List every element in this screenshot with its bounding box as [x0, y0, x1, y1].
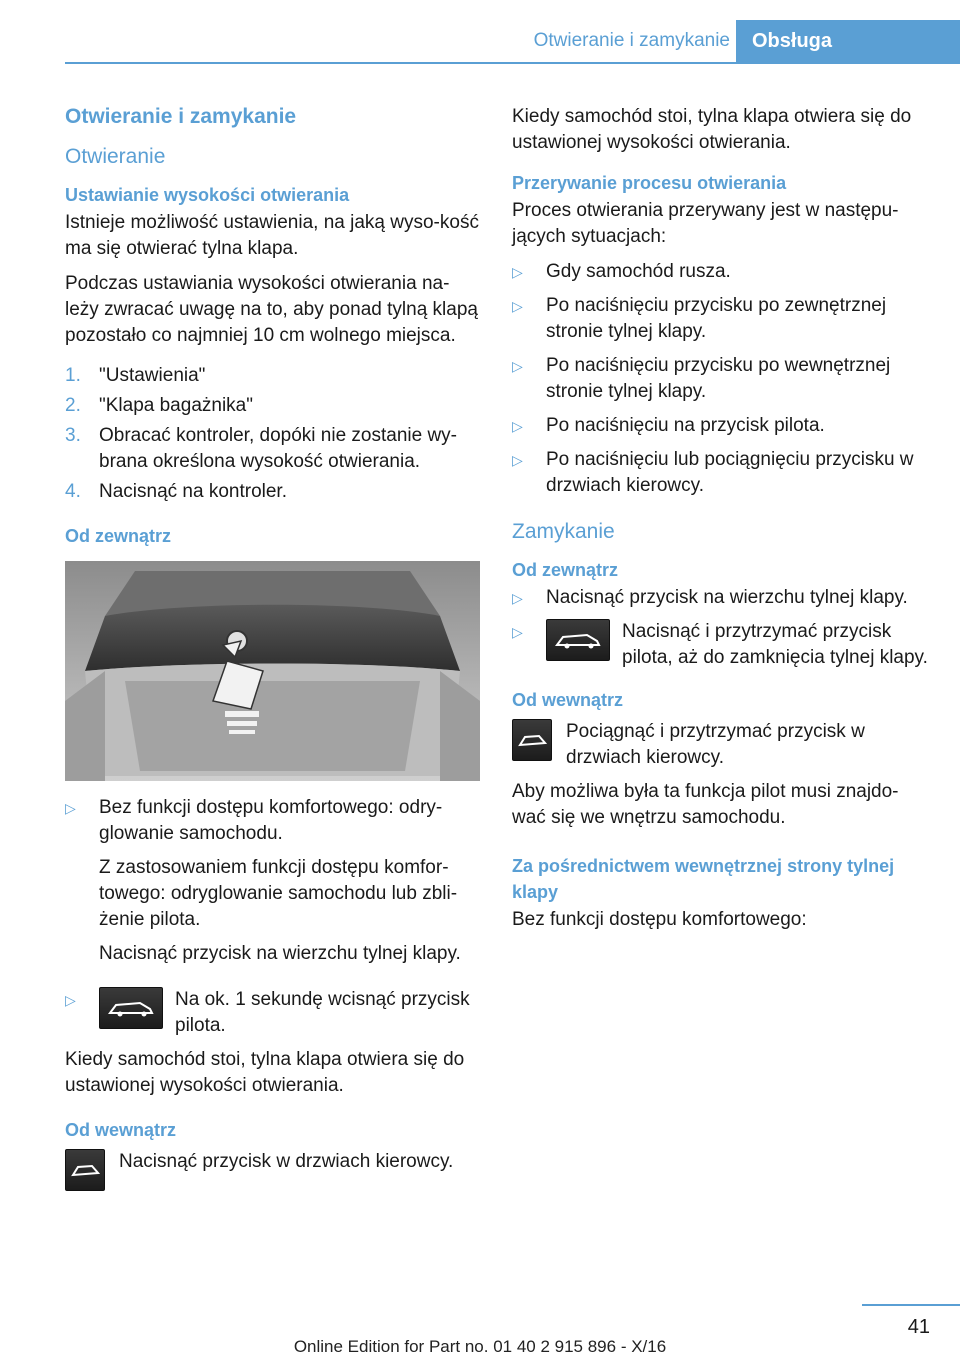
- inside-row: [65, 1149, 480, 1191]
- list-item: [512, 619, 932, 671]
- step-text: Obracać kontroler, dopóki nie zostanie wy-brana określona wysokość otwierania.: [99, 425, 458, 472]
- heading-outside: Od zewnątrz: [65, 526, 172, 546]
- heading-via-inner-side: Za pośrednictwem wewnętrznej strony tylnej klapy: [512, 856, 895, 902]
- paragraph: Proces otwierania przerywany jest w następu-jących sytuacjach:: [512, 200, 899, 247]
- list-item: [65, 363, 480, 389]
- left-column: [65, 100, 480, 1191]
- bullet-text: Po naciśnięciu lub pociągnięciu przycisku w drzwiach kierowcy.: [546, 449, 914, 496]
- page-number-line: [862, 1304, 960, 1306]
- list-item: [512, 293, 932, 345]
- door-tailgate-button-icon: [65, 1149, 105, 1191]
- paragraph: Kiedy samochód stoi, tylna klapa otwiera się do ustawionej wysokości otwierania.: [512, 106, 912, 153]
- paragraph: Podczas ustawiania wysokości otwierania na-leży zwracać uwagę na to, aby ponad tylną klapą pozostało co najmniej 10 cm wolnego miejsca.: [65, 273, 478, 346]
- heading-interrupt: Przerywanie procesu otwierania: [512, 173, 787, 193]
- right-column: [512, 104, 932, 942]
- paragraph: Istnieje możliwość ustawienia, na jaką wyso-kość ma się otwierać tylna klapa.: [65, 212, 479, 259]
- list-item: [65, 795, 480, 975]
- inside-row: [512, 719, 932, 771]
- list-item: [65, 479, 480, 505]
- interrupt-list: [512, 259, 932, 499]
- header-section-title: Otwieranie i zamykanie: [533, 30, 730, 51]
- inside-text: Pociągnąć i przytrzymać przycisk w drzwiach kierowcy.: [566, 721, 865, 768]
- triangle-bullet-icon: ▷: [512, 590, 523, 606]
- list-item: [65, 423, 480, 475]
- paragraph: Bez funkcji dostępu komfortowego:: [512, 909, 807, 930]
- heading-height-setting: Ustawianie wysokości otwierania: [65, 185, 350, 205]
- triangle-bullet-icon: ▷: [65, 800, 76, 816]
- remote-tailgate-key-icon: [546, 619, 610, 661]
- triangle-bullet-icon: ▷: [65, 992, 76, 1008]
- bullet-text: Nacisnąć przycisk na wierzchu tylnej klapy.: [99, 943, 461, 964]
- inside-text: Nacisnąć przycisk w drzwiach kierowcy.: [119, 1151, 454, 1172]
- header-chapter-tab: Obsługa: [736, 20, 960, 63]
- bullet-text: Bez funkcji dostępu komfortowego: odry-glowanie samochodu.: [99, 797, 443, 844]
- paragraph: Aby możliwa była ta funkcja pilot musi znajdo-wać się we wnętrzu samochodu.: [512, 781, 899, 828]
- triangle-bullet-icon: ▷: [512, 358, 523, 374]
- list-item: [512, 353, 932, 405]
- bullet-text: Po naciśnięciu na przycisk pilota.: [546, 415, 825, 436]
- bullet-text: Gdy samochód rusza.: [546, 261, 731, 282]
- bullet-text: Nacisnąć przycisk na wierzchu tylnej klapy.: [546, 587, 908, 608]
- triangle-bullet-icon: ▷: [512, 264, 523, 280]
- list-item: [512, 585, 932, 611]
- heading-outside: Od zewnątrz: [512, 560, 619, 580]
- bullet-text: Na ok. 1 sekundę wcisnąć przycisk pilota.: [175, 989, 470, 1036]
- triangle-bullet-icon: ▷: [512, 418, 523, 434]
- page-number: 41: [907, 1316, 930, 1338]
- step-text: "Ustawienia": [99, 365, 206, 386]
- paragraph: Kiedy samochód stoi, tylna klapa otwiera się do ustawionej wysokości otwierania.: [65, 1049, 465, 1096]
- triangle-bullet-icon: ▷: [512, 624, 523, 640]
- step-text: Nacisnąć na kontroler.: [99, 481, 287, 502]
- bullet-text: Po naciśnięciu przycisku po zewnętrznej stronie tylnej klapy.: [546, 295, 887, 342]
- footer-edition: Online Edition for Part no. 01 40 2 915 896 - X/16: [293, 1337, 667, 1356]
- tailgate-illustration: [65, 561, 480, 781]
- step-number: 3.: [65, 425, 81, 446]
- section-heading: Otwieranie i zamykanie: [65, 105, 297, 128]
- triangle-bullet-icon: ▷: [512, 298, 523, 314]
- subsection-heading-open: Otwieranie: [65, 145, 166, 168]
- steps-list: [65, 363, 480, 505]
- door-tailgate-button-icon: [512, 719, 552, 761]
- list-item: [512, 447, 932, 499]
- step-number: 4.: [65, 481, 81, 502]
- bullet-text: Z zastosowaniem funkcji dostępu komfor-towego: odryglowanie samochodu lub zbli-żenie pilota.: [99, 857, 458, 930]
- heading-inside: Od wewnątrz: [512, 690, 624, 710]
- remote-tailgate-key-icon: [99, 987, 163, 1029]
- list-item: [512, 413, 932, 439]
- list-item: [65, 987, 480, 1039]
- heading-inside: Od wewnątrz: [65, 1120, 177, 1140]
- step-text: "Klapa bagażnika": [99, 395, 253, 416]
- bullet-text: Nacisnąć i przytrzymać przycisk pilota, aż do zamknięcia tylnej klapy.: [622, 621, 928, 668]
- step-number: 2.: [65, 395, 81, 416]
- triangle-bullet-icon: ▷: [512, 452, 523, 468]
- step-number: 1.: [65, 365, 81, 386]
- list-item: [512, 259, 932, 285]
- list-item: [65, 393, 480, 419]
- subsection-heading-close: Zamykanie: [512, 520, 615, 543]
- bullet-text: Po naciśnięciu przycisku po wewnętrznej stronie tylnej klapy.: [546, 355, 891, 402]
